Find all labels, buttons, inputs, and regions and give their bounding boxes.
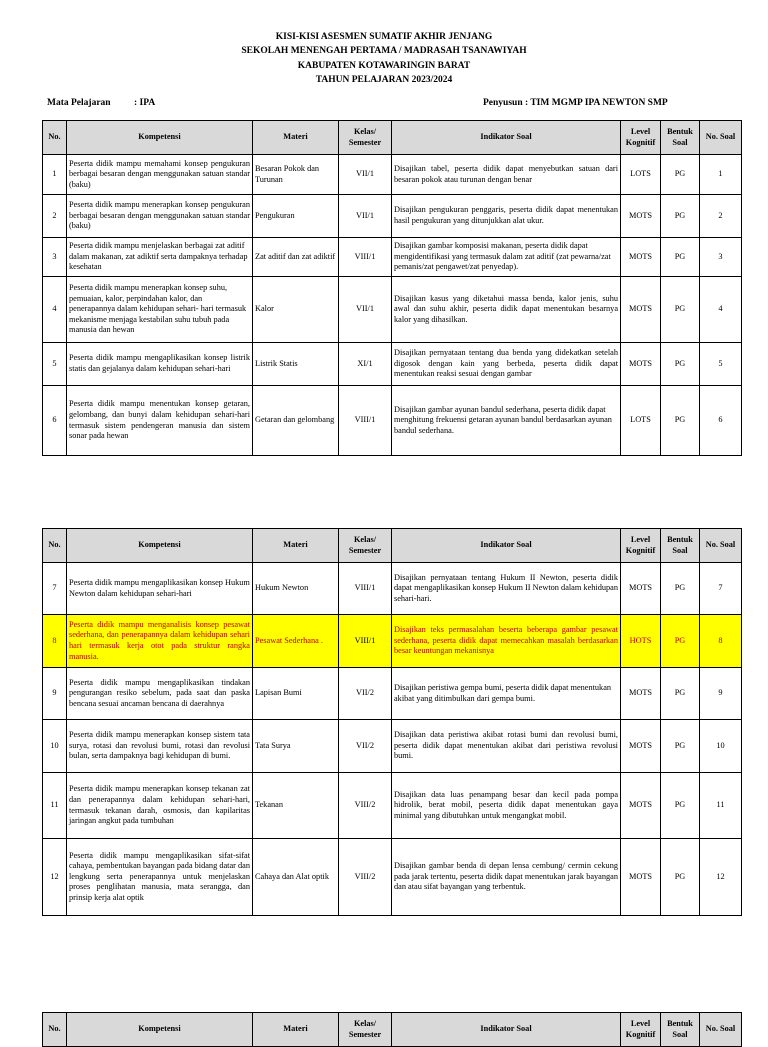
cell-bentuk: PG [661, 155, 700, 195]
cell-level: MOTS [621, 238, 661, 277]
table-row [43, 343, 742, 386]
cell-no: 5 [43, 343, 67, 386]
cell-bentuk: PG [661, 773, 700, 839]
table-row [43, 386, 742, 456]
cell-no: 6 [43, 386, 67, 456]
cell-kelas: VII/1 [339, 195, 392, 238]
cell-bentuk: PG [661, 343, 700, 386]
table-header-row [43, 1013, 742, 1047]
col-header-indikator: Indikator Soal [392, 529, 621, 563]
doc-year-line: TAHUN PELAJARAN 2023/2024 [315, 74, 453, 85]
cell-kompetensi: Peserta didik mampu memahami konsep pengukuran berbagai besaran dengan menggunakan satuan standar (baku) [67, 155, 253, 195]
cell-level: MOTS [621, 839, 661, 916]
cell-nosoal: 4 [700, 277, 742, 343]
table-row-highlighted [43, 615, 742, 668]
cell-bentuk: PG [661, 720, 700, 773]
subject-value: : IPA [134, 98, 156, 108]
table-row [43, 238, 742, 277]
cell-no: 10 [43, 720, 67, 773]
cell-kompetensi: Peserta didik mampu menganalisis konsep pesawat sederhana, dan penerapannya dalam kehidupan sehari hari termasuk kerja otot pada struktur rangka manusia. [67, 615, 253, 668]
doc-district-line: KABUPATEN KOTAWARINGIN BARAT [297, 60, 471, 71]
cell-materi: Cahaya dan Alat optik [253, 839, 339, 916]
table-header-row [43, 121, 742, 155]
col-header-level: Level Kognitif [621, 1013, 661, 1047]
col-header-no: No. [43, 529, 67, 563]
col-header-level: Level Kognitif [621, 121, 661, 155]
col-header-nosoal: No. Soal [700, 529, 742, 563]
cell-level: MOTS [621, 668, 661, 720]
cell-materi: Listrik Statis [253, 343, 339, 386]
cell-no: 12 [43, 839, 67, 916]
col-header-nosoal: No. Soal [700, 1013, 742, 1047]
cell-kompetensi: Peserta didik mampu mengaplikasikan tindakan pengurangan resiko sebelum, pada saat dan paska bencana sesuai ancaman bencana di daerahnya [67, 668, 253, 720]
cell-bentuk: PG [661, 238, 700, 277]
cell-level: MOTS [621, 773, 661, 839]
cell-indikator: Disajikan tabel, peserta didik dapat menyebutkan satuan dari besaran pokok atau turunan dengan benar [392, 155, 621, 195]
col-header-materi: Materi [253, 529, 339, 563]
cell-nosoal: 10 [700, 720, 742, 773]
cell-materi: Besaran Pokok dan Turunan [253, 155, 339, 195]
table-row [43, 773, 742, 839]
col-header-indikator: Indikator Soal [392, 121, 621, 155]
kisi-table-3 [42, 1012, 742, 1047]
cell-kompetensi: Peserta didik mampu mengaplikasikan konsep Hukum Newton dalam kehidupan sehari-hari [67, 563, 253, 615]
cell-nosoal: 2 [700, 195, 742, 238]
cell-no: 8 [43, 615, 67, 668]
table-row [43, 720, 742, 773]
cell-nosoal: 9 [700, 668, 742, 720]
cell-kompetensi: Peserta didik mampu mengaplikasikan konsep listrik statis dan gejalanya dalam kehidupan sehari-hari [67, 343, 253, 386]
cell-materi: Hukum Newton [253, 563, 339, 615]
col-header-bentuk: Bentuk Soal [661, 529, 700, 563]
col-header-kompetensi: Kompetensi [67, 1013, 253, 1047]
cell-indikator: Disajikan kasus yang diketahui massa benda, kalor jenis, suhu awal dan suhu akhir, peserta didik dapat menentukan besarnya kalor yang dihasilkan. [392, 277, 621, 343]
cell-nosoal: 3 [700, 238, 742, 277]
cell-materi: Pesawat Sederhana . [253, 615, 339, 668]
col-header-kelas: Kelas/ Semester [339, 529, 392, 563]
col-header-bentuk: Bentuk Soal [661, 1013, 700, 1047]
cell-indikator: Disajikan pernyataan tentang dua benda yang didekatkan setelah digosok dengan kain yang berbeda, peserta didik dapat menentukan reaksi sesuai dengan gambar [392, 343, 621, 386]
cell-indikator: Disajikan gambar benda di depan lensa cembung/ cermin cekung pada jarak tertentu, peserta didik dapat menentukan jarak bayangan dan atau sifat bayangan yang terbentuk. [392, 839, 621, 916]
cell-materi: Pengukuran [253, 195, 339, 238]
cell-kelas: VII/2 [339, 668, 392, 720]
subject-label: Mata Pelajaran [47, 98, 111, 108]
cell-bentuk: PG [661, 563, 700, 615]
cell-level: MOTS [621, 563, 661, 615]
cell-kelas: VII/1 [339, 277, 392, 343]
cell-kelas: VIII/1 [339, 386, 392, 456]
cell-kelas: VIII/1 [339, 563, 392, 615]
col-header-no: No. [43, 1013, 67, 1047]
cell-nosoal: 12 [700, 839, 742, 916]
cell-kompetensi: Peserta didik mampu menerapkan konsep sistem tata surya, rotasi dan revolusi bumi, rotasi dan revolusi bulan, serta dampaknya bagi kehidupan di bumi. [67, 720, 253, 773]
cell-indikator: Disajikan gambar ayunan bandul sederhana, peserta didik dapat menghitung frekuensi getaran ayunan bandul berdasarkan ayunan bandul sederhana. [392, 386, 621, 456]
cell-materi: Getaran dan gelombang [253, 386, 339, 456]
cell-level: HOTS [621, 615, 661, 668]
cell-indikator: Disajikan teks permasalahan beserta beberapa gambar pesawat sederhana, peserta didik dapat memecahkan masalah berdasarkan besar keuntungan mekanisnya [392, 615, 621, 668]
kisi-table-1 [42, 120, 742, 456]
cell-kelas: XI/1 [339, 343, 392, 386]
cell-bentuk: PG [661, 195, 700, 238]
cell-nosoal: 5 [700, 343, 742, 386]
cell-bentuk: PG [661, 277, 700, 343]
cell-no: 11 [43, 773, 67, 839]
col-header-materi: Materi [253, 1013, 339, 1047]
table-row [43, 195, 742, 238]
col-header-kelas: Kelas/ Semester [339, 1013, 392, 1047]
col-header-bentuk: Bentuk Soal [661, 121, 700, 155]
doc-school-line: SEKOLAH MENENGAH PERTAMA / MADRASAH TSANAWIYAH [241, 46, 527, 57]
cell-no: 2 [43, 195, 67, 238]
cell-bentuk: PG [661, 615, 700, 668]
cell-kompetensi: Peserta didik mampu mengaplikasikan sifat-sifat cahaya, pembentukan bayangan pada bidang datar dan lengkung serta penerapannya untuk menjelaskan proses penglihatan manusia, mata serangga, dan prinsip kerja alat optik [67, 839, 253, 916]
col-header-indikator: Indikator Soal [392, 1013, 621, 1047]
table-header-row [43, 529, 742, 563]
cell-kompetensi: Peserta didik mampu menerapkan konsep tekanan zat dan penerapannya dalam kehidupan sehari-hari, termasuk tekanan darah, osmosis, dan kapilaritas jaringan angkut pada tumbuhan [67, 773, 253, 839]
cell-indikator: Disajikan gambar komposisi makanan, peserta didik dapat mengidentifikasi yang termasuk dalam zat aditif (zat pewarna/zat pemanis/zat pengawet/zat penyedap). [392, 238, 621, 277]
cell-level: MOTS [621, 343, 661, 386]
cell-level: MOTS [621, 195, 661, 238]
table-row [43, 563, 742, 615]
col-header-materi: Materi [253, 121, 339, 155]
cell-nosoal: 8 [700, 615, 742, 668]
cell-nosoal: 7 [700, 563, 742, 615]
cell-kelas: VIII/1 [339, 238, 392, 277]
cell-indikator: Disajikan data luas penampang besar dan kecil pada pompa hidrolik, berat mobil, peserta didik dapat menentukan gaya minimal yang dibutuhkan untuk mengangkat mobil. [392, 773, 621, 839]
cell-bentuk: PG [661, 839, 700, 916]
cell-kelas: VIII/2 [339, 773, 392, 839]
table-row [43, 155, 742, 195]
cell-kelas: VIII/1 [339, 615, 392, 668]
cell-bentuk: PG [661, 668, 700, 720]
cell-level: MOTS [621, 277, 661, 343]
col-header-nosoal: No. Soal [700, 121, 742, 155]
cell-materi: Kalor [253, 277, 339, 343]
cell-materi: Tekanan [253, 773, 339, 839]
table-row [43, 839, 742, 916]
kisi-table-2 [42, 528, 742, 916]
cell-level: MOTS [621, 720, 661, 773]
col-header-kompetensi: Kompetensi [67, 121, 253, 155]
document-header [0, 30, 768, 87]
col-header-level: Level Kognitif [621, 529, 661, 563]
cell-kompetensi: Peserta didik mampu menentukan konsep getaran, gelombang, dan bunyi dalam kehidupan sehari-hari termasuk sistem pendengeran manusia dan sistem sonar pada hewan [67, 386, 253, 456]
cell-level: LOTS [621, 155, 661, 195]
cell-level: LOTS [621, 386, 661, 456]
cell-nosoal: 1 [700, 155, 742, 195]
cell-indikator: Disajikan peristiwa gempa bumi, peserta didik dapat menentukan akibat yang ditimbulkan dari gempa bumi. [392, 668, 621, 720]
cell-kompetensi: Peserta didik mampu menerapkan konsep pengukuran berbagai besaran dengan menggunakan satuan standar (baku) [67, 195, 253, 238]
col-header-kompetensi: Kompetensi [67, 529, 253, 563]
cell-kelas: VIII/2 [339, 839, 392, 916]
cell-materi: Zat aditif dan zat adiktif [253, 238, 339, 277]
cell-materi: Tata Surya [253, 720, 339, 773]
table-row [43, 277, 742, 343]
col-header-kelas: Kelas/ Semester [339, 121, 392, 155]
cell-kompetensi: Peserta didik mampu menerapkan konsep suhu, pemuaian, kalor, perpindahan kalor, dan penerapannya dalam kehidupan sehari- hari termasuk mekanisme menjaga kestabilan suhu tubuh pada manusia dan hewan [67, 277, 253, 343]
table-row [43, 668, 742, 720]
cell-kelas: VII/1 [339, 155, 392, 195]
cell-nosoal: 11 [700, 773, 742, 839]
cell-no: 4 [43, 277, 67, 343]
cell-no: 3 [43, 238, 67, 277]
cell-kelas: VII/2 [339, 720, 392, 773]
cell-kompetensi: Peserta didik mampu menjelaskan berbagai zat aditif dalam makanan, zat adiktif serta dampaknya terhadap kesehatan [67, 238, 253, 277]
cell-indikator: Disajikan pernyataan tentang Hukum II Newton, peserta didik dapat mengaplikasikan konsep Hukum II Newton dalam kehidupan sehari-hari. [392, 563, 621, 615]
cell-no: 7 [43, 563, 67, 615]
cell-nosoal: 6 [700, 386, 742, 456]
cell-materi: Lapisan Bumi [253, 668, 339, 720]
cell-indikator: Disajikan pengukuran penggaris, peserta didik dapat menentukan hasil pengukuran yang ditunjukkan alat ukur. [392, 195, 621, 238]
doc-title-line: KISI-KISI ASESMEN SUMATIF AKHIR JENJANG [275, 32, 493, 42]
cell-bentuk: PG [661, 386, 700, 456]
cell-no: 1 [43, 155, 67, 195]
author-label: Penyusun : TIM MGMP IPA NEWTON SMP [483, 98, 668, 108]
cell-no: 9 [43, 668, 67, 720]
cell-indikator: Disajikan data peristiwa akibat rotasi bumi dan revolusi bumi, peserta didik dapat menentukan akibat dari peristiwa revolusi bumi. [392, 720, 621, 773]
col-header-no: No. [43, 121, 67, 155]
